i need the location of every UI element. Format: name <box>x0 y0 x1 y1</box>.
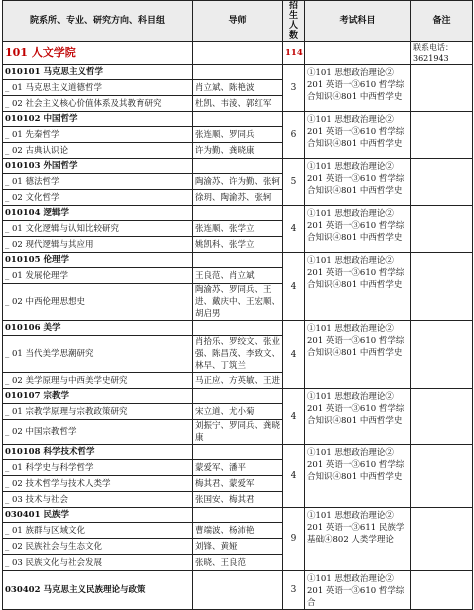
header-department: 院系所、专业、研究方向、科目组 <box>3 1 193 42</box>
direction-label: _ 01 族群与区域文化 <box>3 523 193 539</box>
direction-label: _ 02 技术哲学与技术人类学 <box>3 476 193 492</box>
major-name: 010101 马克思主义哲学 <box>3 65 193 80</box>
direction-label: _ 02 中国宗教哲学 <box>3 420 193 445</box>
major-exam-subjects: ①101 思想政治理论② 201 英语一③611 民族学基础④802 人类学理论 <box>305 508 411 571</box>
major-tutor-cell <box>193 571 283 610</box>
direction-label: _ 01 科学史与科学哲学 <box>3 460 193 476</box>
admissions-table <box>2 0 473 610</box>
direction-label: _ 01 发展伦理学 <box>3 268 193 284</box>
direction-label: _ 01 德法哲学 <box>3 174 193 190</box>
direction-label: _ 03 民族文化与社会发展 <box>3 555 193 571</box>
major-tutor-cell <box>193 445 283 460</box>
direction-tutors: 徐玥、陶渝苏、张轲 <box>193 190 283 206</box>
direction-label: _ 02 中西伦理思想史 <box>3 284 193 321</box>
major-remarks-cell <box>411 65 473 112</box>
major-exam-subjects: ①101 思想政治理论② 201 英语一③610 哲学综合知识④801 中西哲学史 <box>305 389 411 445</box>
major-tutor-cell <box>193 112 283 127</box>
college-quota: 114 <box>283 42 305 65</box>
direction-label: _ 03 技术与社会 <box>3 492 193 508</box>
admissions-sheet <box>2 0 472 608</box>
table-body <box>3 42 473 610</box>
major-remarks-cell <box>411 112 473 159</box>
direction-label: _ 01 文化逻辑与认知比较研究 <box>3 221 193 237</box>
major-tutor-cell <box>193 389 283 404</box>
direction-label: _ 01 先秦哲学 <box>3 127 193 143</box>
major-exam-subjects: ①101 思想政治理论② 201 英语一③610 哲学综合知识④801 中西哲学史 <box>305 321 411 389</box>
college-tutor-cell <box>193 42 283 65</box>
direction-tutors: 刘振宁、罗同兵、龚晓康 <box>193 420 283 445</box>
major-tutor-cell <box>193 321 283 336</box>
major-name: 010105 伦理学 <box>3 253 193 268</box>
major-quota: 3 <box>283 571 305 610</box>
major-quota: 5 <box>283 159 305 206</box>
major-row <box>3 65 473 80</box>
major-remarks-cell <box>411 253 473 321</box>
direction-tutors: 许为勤、龚晓康 <box>193 143 283 159</box>
major-remarks-cell <box>411 508 473 571</box>
major-quota: 9 <box>283 508 305 571</box>
direction-tutors: 曹端波、杨沛艳 <box>193 523 283 539</box>
major-remarks-cell <box>411 206 473 253</box>
major-remarks-cell <box>411 159 473 206</box>
direction-label: _ 02 古典认识论 <box>3 143 193 159</box>
direction-tutors: 陶渝苏、罗同兵、王进、戴庆中、王宏顺、胡启男 <box>193 284 283 321</box>
major-row <box>3 508 473 523</box>
college-exam-cell <box>305 42 411 65</box>
direction-tutors: 张晓、王良范 <box>193 555 283 571</box>
header-exam-subjects: 考试科目 <box>305 1 411 42</box>
major-tutor-cell <box>193 159 283 174</box>
major-row <box>3 112 473 127</box>
college-name: 101 人文学院 <box>3 42 193 65</box>
major-name: 010107 宗教学 <box>3 389 193 404</box>
major-name: 010103 外国哲学 <box>3 159 193 174</box>
major-quota: 4 <box>283 321 305 389</box>
direction-tutors: 陶渝苏、许为勤、张轲 <box>193 174 283 190</box>
major-exam-subjects: ①101 思想政治理论② 201 英语一③610 哲学综合知识④801 中西哲学史 <box>305 112 411 159</box>
direction-tutors: 张连顺、罗同兵 <box>193 127 283 143</box>
major-exam-subjects: ①101 思想政治理论② 201 英语一③610 哲学综合 <box>305 571 411 610</box>
direction-tutors: 刘锋、黄娅 <box>193 539 283 555</box>
direction-tutors: 王良范、肖立斌 <box>193 268 283 284</box>
major-tutor-cell <box>193 253 283 268</box>
major-row <box>3 445 473 460</box>
direction-label: _ 01 宗教学原理与宗教政策研究 <box>3 404 193 420</box>
major-quota: 4 <box>283 389 305 445</box>
major-exam-subjects: ①101 思想政治理论② 201 英语一③610 哲学综合知识④801 中西哲学史 <box>305 445 411 508</box>
major-row <box>3 321 473 336</box>
major-name: 030401 民族学 <box>3 508 193 523</box>
direction-label: _ 02 文化哲学 <box>3 190 193 206</box>
direction-label: _ 02 社会主义核心价值体系及其教育研究 <box>3 96 193 112</box>
college-contact: 联系电话：3621943 <box>411 42 473 65</box>
major-quota: 4 <box>283 206 305 253</box>
direction-tutors: 张连顺、张学立 <box>193 221 283 237</box>
major-tutor-cell <box>193 206 283 221</box>
major-row <box>3 206 473 221</box>
header-quota: 招生人数 <box>283 1 305 42</box>
header-row <box>3 1 473 42</box>
direction-label: _ 01 马克思主义道德哲学 <box>3 80 193 96</box>
major-exam-subjects: ①101 思想政治理论② 201 英语一③610 哲学综合知识④801 中西哲学史 <box>305 206 411 253</box>
direction-tutors: 杜凯、韦淩、郭红军 <box>193 96 283 112</box>
direction-tutors: 蒙爱军、潘平 <box>193 460 283 476</box>
major-tutor-cell <box>193 508 283 523</box>
major-exam-subjects: ①101 思想政治理论② 201 英语一③610 哲学综合知识④801 中西哲学史 <box>305 159 411 206</box>
major-name: 010104 逻辑学 <box>3 206 193 221</box>
major-tutor-cell <box>193 65 283 80</box>
major-name: 010108 科学技术哲学 <box>3 445 193 460</box>
direction-tutors: 肖拾乐、罗绞文、张业强、陈昌茂、李致文、林早、丁筑兰 <box>193 336 283 373</box>
major-remarks-cell <box>411 389 473 445</box>
major-quota: 4 <box>283 253 305 321</box>
direction-tutors: 张国安、梅其君 <box>193 492 283 508</box>
major-quota: 4 <box>283 445 305 508</box>
major-remarks-cell <box>411 321 473 389</box>
direction-tutors: 马正应、方英敏、王进 <box>193 373 283 389</box>
major-quota: 6 <box>283 112 305 159</box>
major-row <box>3 159 473 174</box>
direction-label: _ 02 美学原理与中西美学史研究 <box>3 373 193 389</box>
major-row <box>3 571 473 610</box>
direction-tutors: 肖立斌、陈艳波 <box>193 80 283 96</box>
major-name: 010106 美学 <box>3 321 193 336</box>
college-row <box>3 42 473 65</box>
major-row <box>3 253 473 268</box>
direction-label: _ 01 当代美学思潮研究 <box>3 336 193 373</box>
major-name: 010102 中国哲学 <box>3 112 193 127</box>
major-exam-subjects: ①101 思想政治理论② 201 英语一③610 哲学综合知识④801 中西哲学史 <box>305 65 411 112</box>
direction-tutors: 宋立道、尤小菊 <box>193 404 283 420</box>
major-remarks-cell <box>411 571 473 610</box>
major-row <box>3 389 473 404</box>
header-remarks: 备注 <box>411 1 473 42</box>
major-remarks-cell <box>411 445 473 508</box>
header-tutor: 导师 <box>193 1 283 42</box>
major-name: 030402 马克思主义民族理论与政策 <box>3 571 193 610</box>
direction-tutors: 梅其君、蒙爱军 <box>193 476 283 492</box>
direction-label: _ 02 民族社会与生态文化 <box>3 539 193 555</box>
major-quota: 3 <box>283 65 305 112</box>
direction-label: _ 02 现代逻辑与其应用 <box>3 237 193 253</box>
direction-tutors: 姚凯科、张学立 <box>193 237 283 253</box>
major-exam-subjects: ①101 思想政治理论② 201 英语一③610 哲学综合知识④801 中西哲学史 <box>305 253 411 321</box>
